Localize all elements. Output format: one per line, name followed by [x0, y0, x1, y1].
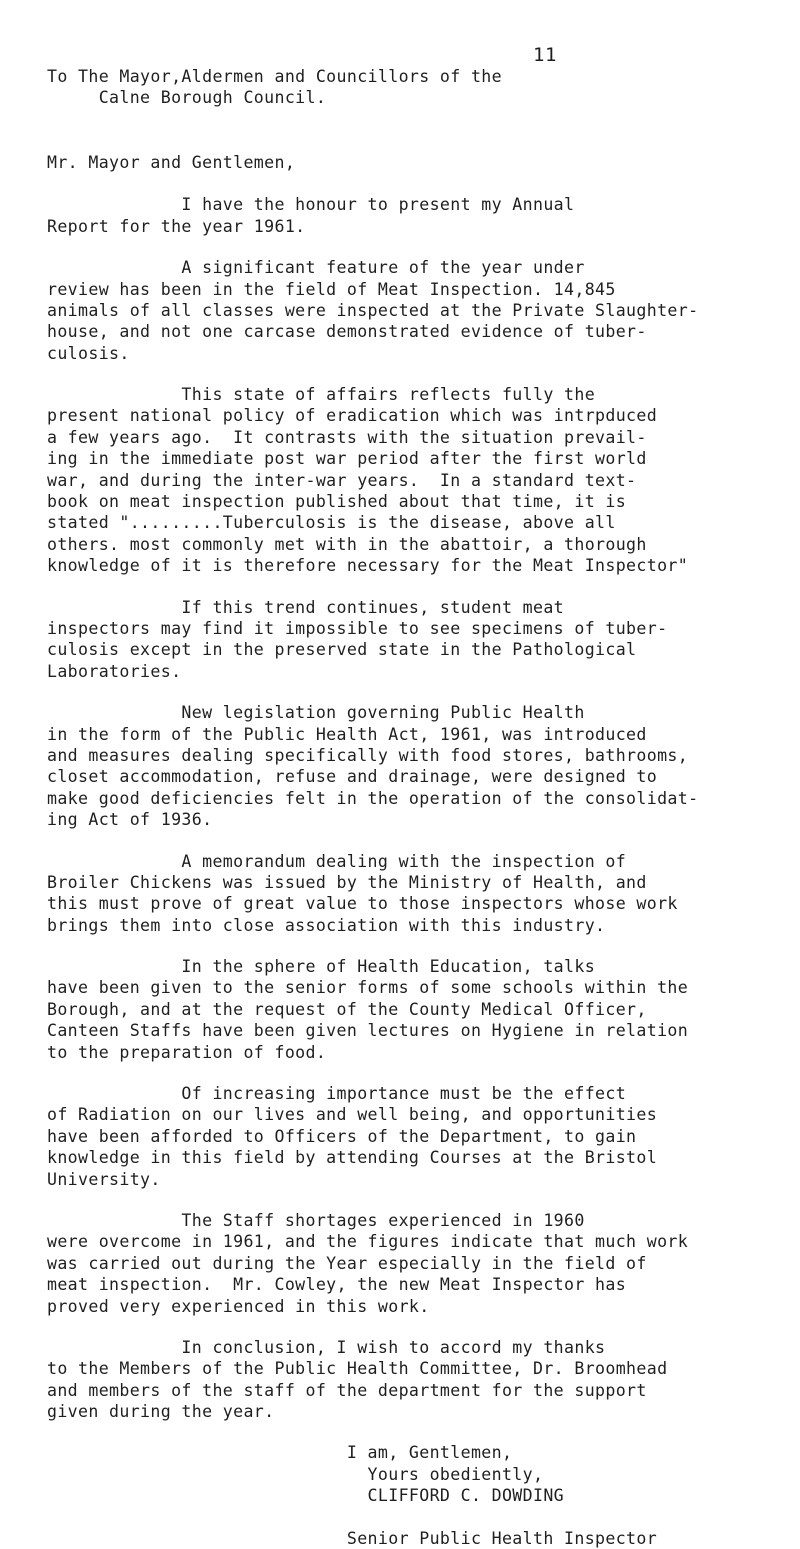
paragraph-line: a few years ago. It contrasts with the situation prevail-: [47, 427, 647, 447]
paragraph: [47, 194, 787, 237]
signatory-title: Senior Public Health Inspector: [47, 1529, 658, 1549]
paragraph-line: proved very experienced in this work.: [47, 1296, 430, 1316]
paragraph-line: In conclusion, I wish to accord my thanks: [47, 1337, 606, 1357]
paragraph: [47, 597, 787, 683]
paragraph: [47, 1083, 787, 1190]
paragraph-line: stated ".........Tuberculosis is the disease, above all: [47, 513, 616, 533]
paragraph-line: present national policy of eradication which was intrpduced: [47, 406, 658, 426]
paragraph-line: If this trend continues, student meat: [47, 597, 565, 617]
paragraph-line: animals of all classes were inspected at the Private Slaughter-: [47, 300, 699, 320]
paragraph-line: The Staff shortages experienced in 1960: [47, 1210, 585, 1230]
paragraph-line: meat inspection. Mr. Cowley, the new Meat Inspector has: [47, 1275, 627, 1295]
paragraph-line: culosis except in the preserved state in the Pathological: [47, 640, 637, 660]
paragraph-line: Borough, and at the request of the County Medical Officer,: [47, 999, 647, 1019]
paragraph-line: knowledge of it is therefore necessary for the Meat Inspector": [47, 556, 689, 576]
paragraph-line: A memorandum dealing with the inspection of: [47, 851, 627, 871]
paragraph-line: of Radiation on our lives and well being, and opportunities: [47, 1105, 658, 1125]
page-number: 11: [533, 44, 557, 66]
paragraph-line: to the Members of the Public Health Committee, Dr. Broomhead: [47, 1359, 668, 1379]
paragraph: [47, 956, 787, 1063]
paragraph-line: knowledge in this field by attending Courses at the Bristol: [47, 1148, 658, 1168]
paragraph-line: have been given to the senior forms of some schools within the: [47, 978, 689, 998]
paragraph-line: A significant feature of the year under: [47, 258, 585, 278]
letter-body: [47, 66, 787, 1549]
closing-line: Yours obediently,: [47, 1464, 544, 1484]
paragraph-line: this must prove of great value to those inspectors whose work: [47, 894, 678, 914]
paragraph-line: inspectors may find it impossible to see specimens of tuber-: [47, 618, 668, 638]
paragraph-line: This state of affairs reflects fully the: [47, 385, 596, 405]
paragraph-line: Laboratories.: [47, 661, 182, 681]
paragraph-line: review has been in the field of Meat Inspection. 14,845: [47, 279, 616, 299]
paragraph: [47, 851, 787, 937]
paragraph: [47, 702, 787, 830]
paragraph-line: closet accommodation, refuse and drainage, were designed to: [47, 767, 658, 787]
paragraph-line: and members of the staff of the department for the support: [47, 1380, 647, 1400]
address-line: Calne Borough Council.: [47, 88, 327, 108]
paragraph-line: New legislation governing Public Health: [47, 703, 585, 723]
paragraph-line: were overcome in 1961, and the figures indicate that much work: [47, 1232, 689, 1252]
paragraph-line: ing in the immediate post war period after the first world: [47, 449, 647, 469]
closing-line: I am, Gentlemen,: [47, 1443, 513, 1463]
signatory-name: CLIFFORD C. DOWDING: [47, 1486, 565, 1506]
paragraph-line: I have the honour to present my Annual: [47, 195, 575, 215]
paragraph: [47, 1337, 787, 1423]
paragraph-line: make good deficiencies felt in the operation of the consolidat-: [47, 788, 699, 808]
paragraph-line: Canteen Staffs have been given lectures on Hygiene in relation: [47, 1021, 689, 1041]
paragraph-line: in the form of the Public Health Act, 1961, was introduced: [47, 724, 647, 744]
address-line: To The Mayor,Aldermen and Councillors of the: [47, 67, 502, 86]
paragraph-line: University.: [47, 1169, 161, 1189]
paragraph-line: have been afforded to Officers of the Department, to gain: [47, 1126, 637, 1146]
signature-block: [47, 1442, 787, 1549]
paragraph-line: war, and during the inter-war years. In a standard text-: [47, 470, 637, 490]
paragraph-line: others. most commonly met with in the abattoir, a thorough: [47, 534, 647, 554]
paragraph-line: to the preparation of food.: [47, 1042, 327, 1062]
paragraph: [47, 257, 787, 364]
paragraph-line: Of increasing importance must be the effect: [47, 1084, 627, 1104]
paragraph-line: culosis.: [47, 343, 130, 363]
paragraph-line: brings them into close association with this industry.: [47, 915, 606, 935]
paragraph-line: and measures dealing specifically with food stores, bathrooms,: [47, 745, 689, 765]
paragraph-line: In the sphere of Health Education, talks: [47, 957, 596, 977]
paragraph-line: was carried out during the Year especially in the field of: [47, 1253, 647, 1273]
paragraph-line: given during the year.: [47, 1402, 275, 1422]
paragraph-line: Broiler Chickens was issued by the Ministry of Health, and: [47, 872, 647, 892]
paragraph-line: ing Act of 1936.: [47, 810, 213, 830]
paragraph: [47, 1210, 787, 1317]
paragraph-line: book on meat inspection published about that time, it is: [47, 492, 627, 512]
closing-spacer: [47, 1507, 787, 1528]
paragraph-line: Report for the year 1961.: [47, 216, 306, 236]
paragraph: [47, 384, 787, 577]
paragraph-line: house, and not one carcase demonstrated evidence of tuber-: [47, 322, 647, 342]
salutation: Mr. Mayor and Gentlemen,: [47, 152, 296, 172]
address-block: [47, 66, 787, 109]
